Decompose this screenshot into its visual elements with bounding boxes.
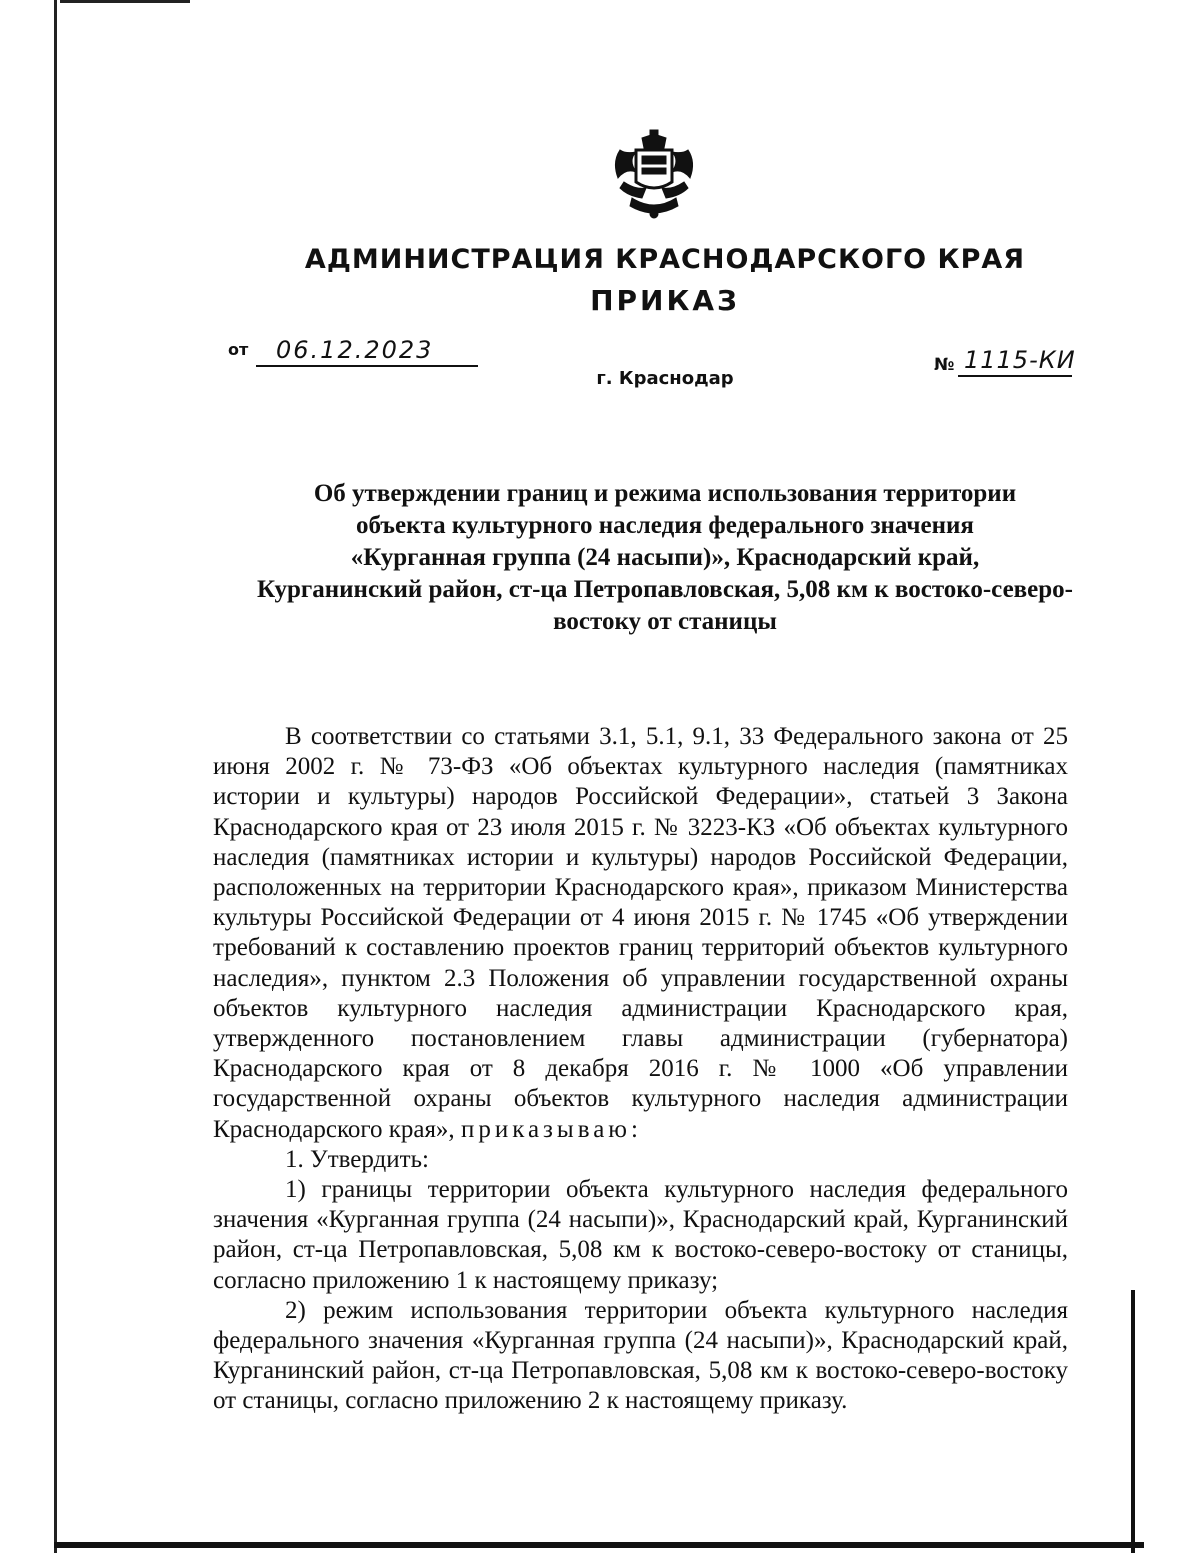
title-line: Об утверждении границ и режима использования территории xyxy=(313,480,1017,507)
organization-name: АДМИНИСТРАЦИЯ КРАСНОДАРСКОГО КРАЯ xyxy=(304,244,1026,275)
date-prefix: от xyxy=(228,340,249,359)
number-sign: № xyxy=(934,355,955,375)
scan-edge-top xyxy=(60,0,190,3)
document-type: ПРИКАЗ xyxy=(590,284,740,317)
city-label: г. Краснодар xyxy=(596,368,734,389)
scan-edge-left xyxy=(54,0,57,1553)
title-line: Курганинский район, ст-ца Петропавловская, 5,08 км к востоко-северо- xyxy=(256,576,1073,603)
date-underline xyxy=(256,365,478,367)
preamble-paragraph xyxy=(213,722,1068,1145)
preamble-text: В соответствии со статьями 3.1, 5.1, 9.1, 33 Федерального закона от 25 июня 2002 г. № 73-ФЗ «Об объектах культурного наследия (памятниках истории и культуры) народов Российской Федерации», статьей 3 Закона Краснодарского края от 23 июля 2015 г. № 3223-КЗ «Об объектах культурного наследия (памятниках истории и культуры) народов Российской Федерации, расположенных на территории Краснодарского края», приказом Министерства культуры Российской Федерации от 4 июня 2015 г. № 1745 «Об утверждении требований к составлению проектов границ территорий объектов культурного наследия», пунктом 2.3 Положения об управлении государственной охраны объектов культурного наследия администрации Краснодарского края, утвержденного постановлением главы администрации (губернатора) Краснодарского края от 8 декабря 2016 г. № 1000 «Об управлении государственной охраны объектов культурного наследия администрации Краснодарского края», xyxy=(213,723,1068,1143)
item-1: 1. Утвердить: xyxy=(285,1145,429,1173)
document-body xyxy=(213,722,1068,1417)
title-line: объекта культурного наследия федерального значения xyxy=(356,512,974,539)
document-title xyxy=(200,478,1130,638)
item-1-2: 2) режим использования территории объекта культурного наследия федерального значения «Курганная группа (24 насыпи)», Краснодарский край, Курганинский район, ст-ца Петропавловская, 5,08 км к востоко-северо-востоку от станицы, согласно приложению 2 к настоящему приказу. xyxy=(213,1296,1068,1415)
handwritten-date: 06.12.2023 xyxy=(276,336,434,364)
handwritten-number: 1115-КИ xyxy=(964,346,1076,374)
scan-edge-bottom xyxy=(54,1542,1144,1548)
krasnodar-coat-of-arms-icon xyxy=(606,128,702,220)
title-line: «Курганная группа (24 насыпи)», Краснодарский край, xyxy=(350,544,980,571)
order-word: приказываю: xyxy=(460,1115,642,1143)
item-1-1: 1) границы территории объекта культурного наследия федерального значения «Курганная группа (24 насыпи)», Краснодарский край, Курганинский район, ст-ца Петропавловская, 5,08 км к востоко-северо-востоку от станицы, согласно приложению 1 к настоящему приказу; xyxy=(213,1176,1068,1294)
scan-edge-right xyxy=(1131,1290,1135,1553)
number-underline xyxy=(958,375,1072,377)
title-line: востоку от станицы xyxy=(553,608,777,635)
